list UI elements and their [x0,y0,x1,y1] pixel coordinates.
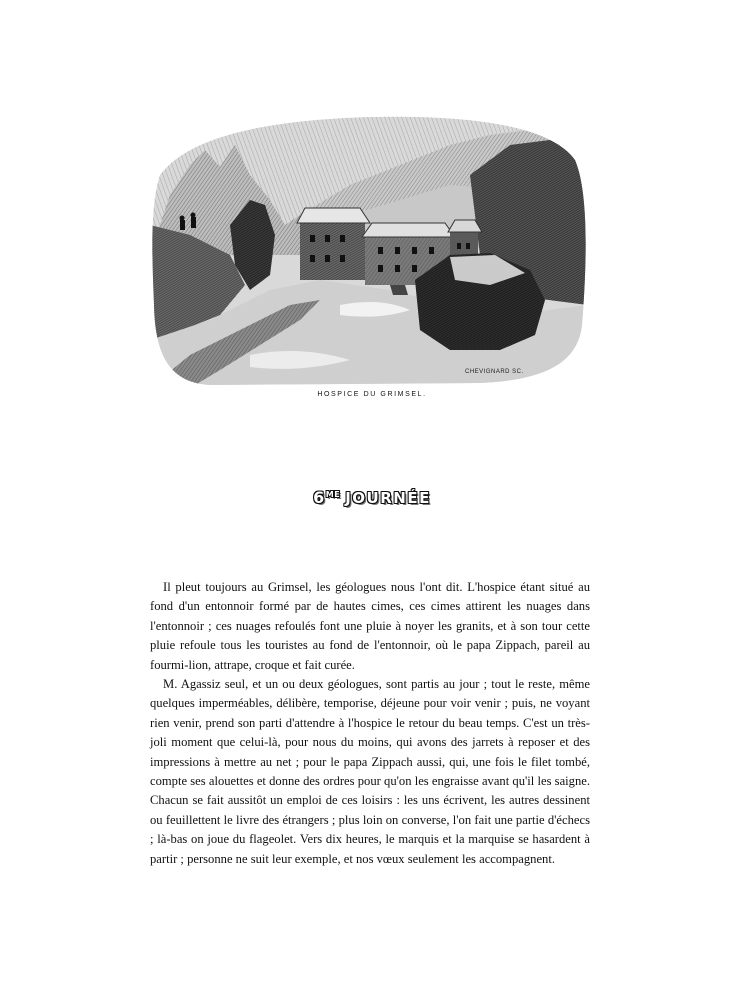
chapter-body [150,578,590,869]
illustration-caption: HOSPICE DU GRIMSEL. [317,391,427,398]
paragraph: Il pleut toujours au Grimsel, les géologues nous l'ont dit. L'hospice étant situé au fond d'un entonnoir formé par de hautes cimes, ces cimes attirent les nuages dans l'entonnoir ; ces nuages refoulés font une pluie à noyer les granits, et à son tour cette pluie refoule tous les touristes au fond de l'entonnoir, où le papa Zippach, pareil au fourmi-lion, attrape, croque et fait curée. [150,580,590,672]
chapter-title: JOURNÉE [345,489,431,507]
engraving-drawing [150,105,588,388]
paragraph: M. Agassiz seul, et un ou deux géologues, sont partis au jour ; tout le reste, même quelques imperméables, délibère, temporise, déjeune pour voir venir ; puis, ne voyant rien venir, prend son parti d'attendre à l'hospice le retour du beau temps. C'est un très-joli moment que celui-là, pour nous du moins, qui avons des jarrets à reposer et des impressions à mettre au net ; pour le papa Zippach aussi, qui, une fois le filet tombé, compte ses alouettes et donne des ordres pour qu'on les engraisse avant qu'il les saigne. Chacun se fait aussitôt un emploi de ces loisirs : les uns écrivent, les autres dessinent ou feuillettent le livre des étrangers ; plus loin on converse, l'on fait une partie d'échecs ; là-bas on joue du flageolet. Vers dix heures, le marquis et la marquise se hasardent à partir ; personne ne suit leur exemple, et nos vœux seulement les accompagnent. [150,677,590,866]
chapter-number-suffix: ME [325,490,341,499]
hospice-engraving [150,105,588,388]
chapter-number: 6 [313,488,326,507]
engraver-signature: CHEVIGNARD SC. [465,369,524,375]
chapter-heading [0,488,744,507]
